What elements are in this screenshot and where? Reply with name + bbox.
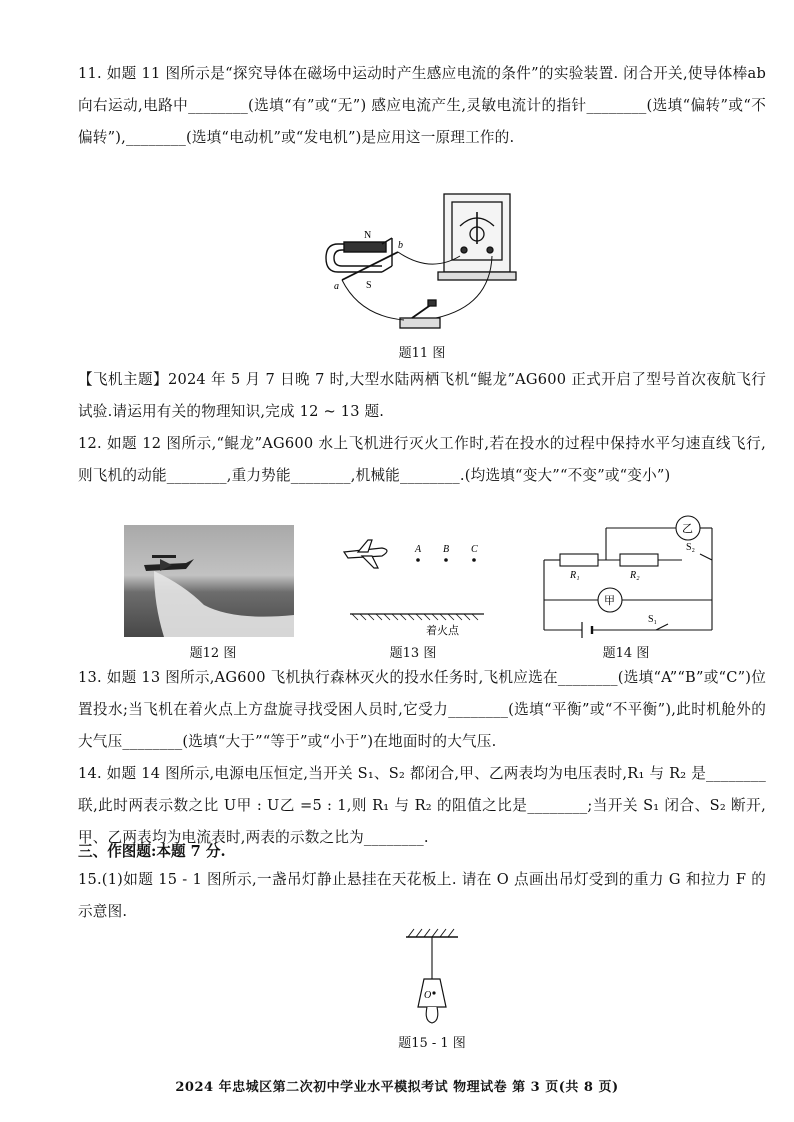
figure-13-caption: 题13 图: [389, 646, 437, 661]
point-b: [444, 558, 448, 562]
fire-point-label: 着火点: [426, 625, 459, 637]
figure-15-1-lamp: [400, 925, 464, 1029]
s2-label: S₂: [686, 542, 696, 553]
figure-11-caption: 题11 图: [398, 346, 446, 361]
question-13-text: 13. 如题 13 图所示,AG600 飞机执行森林灭火的投水任务时,飞机应选在________(选填“A”“B”或“C”)位置投水;当飞机在着火点上方盘旋寻找受困人员时,它受力________(选填“平衡”或“不平衡”),此时机舱外的大气压________(选填“大于”“等于”或“小于”)在地面时的大气压.: [78, 669, 766, 750]
question-15: [78, 864, 766, 928]
r2-label: R₂: [630, 570, 640, 581]
s1-label: S₁: [648, 614, 658, 625]
question-15-text: 15.(1)如题 15 - 1 图所示,一盏吊灯静止悬挂在天花板上. 请在 O 点画出吊灯受到的重力 G 和拉力 F 的示意图.: [78, 871, 766, 920]
point-o-label: O: [424, 990, 432, 1001]
figure-11-diagram: [320, 186, 520, 340]
galvanometer: [438, 194, 516, 280]
ground-hatch: [352, 614, 478, 620]
figure-12-photo: [124, 525, 294, 637]
point-b-label: B: [443, 544, 450, 555]
figure-13-diagram: [338, 538, 488, 638]
rod-end-a-label: a: [334, 281, 339, 292]
airplane-icon: [344, 540, 387, 568]
theme-text: 【飞机主题】2024 年 5 月 7 日晚 7 时,大型水陆两栖飞机“鲲龙”AG600 正式开启了型号首次夜航飞行试验.请运用有关的物理知识,完成 12 ~ 13 题.: [78, 371, 766, 420]
meter-jia-label: 甲: [604, 595, 615, 607]
section-3-heading: 三、作图题:本题 7 分.: [78, 843, 226, 860]
question-11: [78, 58, 766, 154]
meter-yi-label: 乙: [682, 523, 693, 535]
point-o: [432, 991, 435, 994]
resistor-r1: [560, 554, 598, 566]
figure-15-1-caption: 题15 - 1 图: [398, 1036, 466, 1051]
lamp-bulb: [426, 1007, 438, 1023]
page-footer: 2024 年忠城区第二次初中学业水平模拟考试 物理试卷 第 3 页(共 8 页): [175, 1080, 619, 1095]
magnet-s-label: S: [366, 280, 372, 291]
question-13: [78, 662, 766, 758]
magnet-n-label: N: [364, 230, 372, 241]
figure-14-caption: 题14 图: [602, 646, 650, 661]
question-12: [78, 428, 766, 492]
ceiling-hatch: [408, 929, 454, 937]
point-c-label: C: [471, 544, 478, 555]
figure-12-caption: 题12 图: [189, 646, 237, 661]
figure-14-circuit: [536, 514, 726, 638]
point-a: [416, 558, 420, 562]
question-12-text: 12. 如题 12 图所示,“鲲龙”AG600 水上飞机进行灭火工作时,若在投水的过程中保持水平匀速直线飞行,则飞机的动能________,重力势能________,机械能________.(均选填“变大”“不变”或“变小”): [78, 435, 766, 484]
resistor-r2: [620, 554, 658, 566]
r1-label: R₁: [570, 570, 580, 581]
point-c: [472, 558, 476, 562]
airplane-theme-intro: [78, 364, 766, 428]
lamp-shade: [418, 979, 446, 1007]
knife-switch: [400, 300, 440, 328]
rod-end-b-label: b: [398, 240, 403, 251]
question-11-text: 11. 如题 11 图所示是“探究导体在磁场中运动时产生感应电流的条件”的实验装置. 闭合开关,使导体棒ab 向右运动,电路中________(选填“有”或“无”) 感应电流产生,灵敏电流计的指针________(选填“偏转”或“不偏转”),________(选填“电动机”或“发电机”)是应用这一原理工作的.: [78, 65, 766, 146]
question-14-text: 14. 如题 14 图所示,电源电压恒定,当开关 S₁、S₂ 都闭合,甲、乙两表均为电压表时,R₁ 与 R₂ 是________联,此时两表示数之比 U甲 : U乙 =5 : 1,则 R₁ 与 R₂ 的阻值之比是________;当开关 S₁ 闭合、S₂ 断开,甲、乙两表均为电流表时,两表的示数之比为________.: [78, 765, 766, 846]
u-magnet: [326, 238, 392, 272]
battery-symbol: [582, 622, 592, 638]
point-a-label: A: [415, 544, 422, 555]
